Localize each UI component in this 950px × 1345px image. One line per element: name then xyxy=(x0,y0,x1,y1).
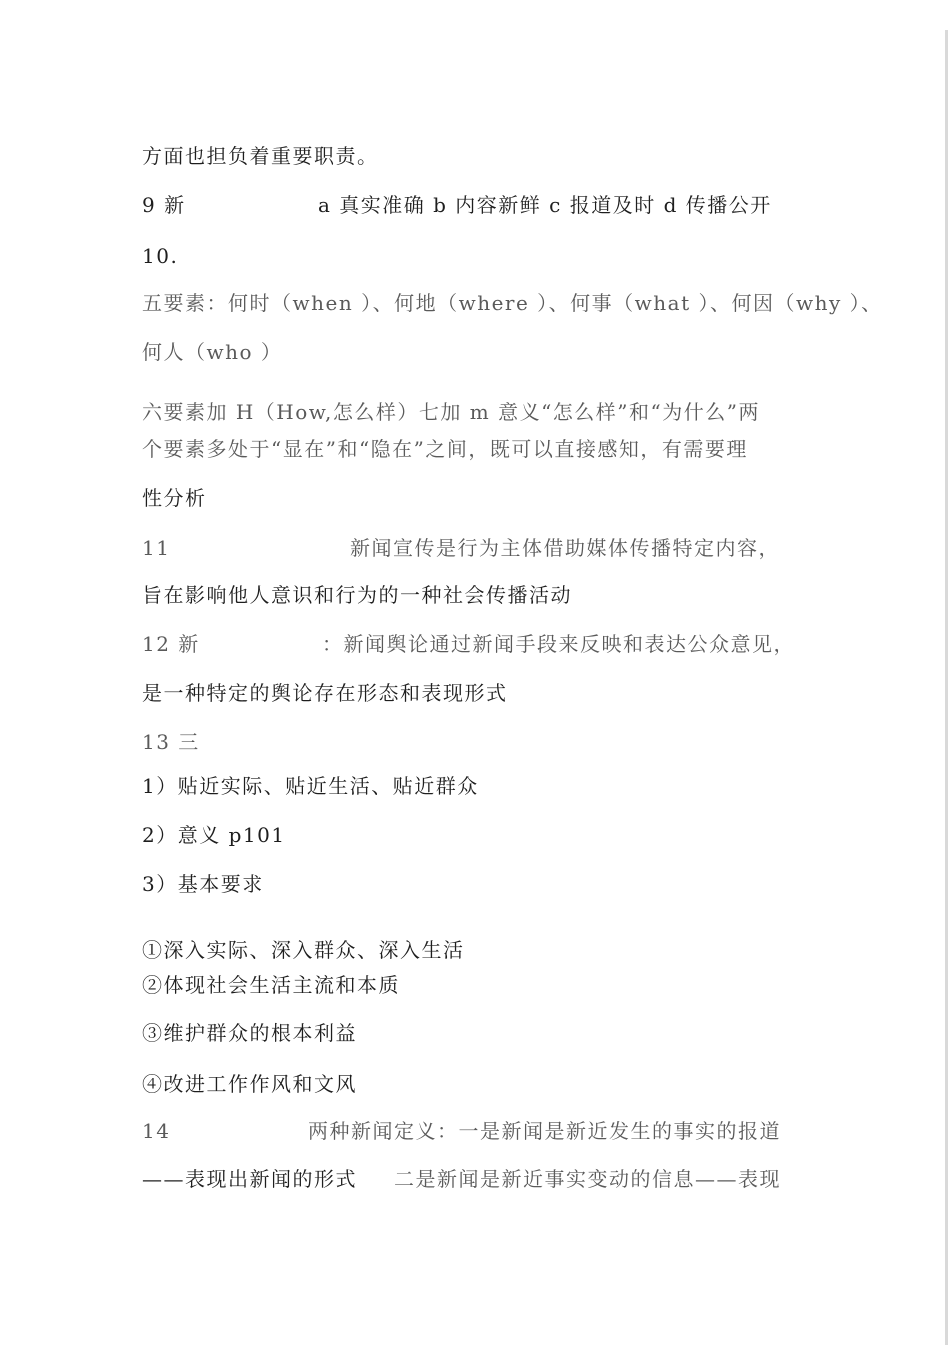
item-number: 14 xyxy=(142,1119,171,1143)
text-line: 何人（who ） xyxy=(142,340,283,364)
list-item: ④改进工作作风和文风 xyxy=(142,1072,357,1096)
item-number: 12 新 xyxy=(142,632,200,656)
item-text: a 真实准确 b 内容新鲜 c 报道及时 d 传播公开 xyxy=(318,193,772,217)
text-line: 五要素：何时（when ）、何地（where ）、何事（what ）、何因（why ）、 xyxy=(142,291,883,315)
item-text: 两种新闻定义：一是新闻是新近发生的事实的报道 xyxy=(308,1119,781,1143)
page-edge-shadow xyxy=(945,30,948,1345)
item-text: ：新闻舆论通过新闻手段来反映和表达公众意见， xyxy=(322,632,795,656)
list-item: ②体现社会生活主流和本质 xyxy=(142,973,400,997)
list-item: 2）意义 p101 xyxy=(142,823,286,847)
text-segment: 二是新闻是新近事实变动的信息——表现 xyxy=(394,1167,781,1191)
text-line: 是一种特定的舆论存在形态和表现形式 xyxy=(142,681,508,705)
text-segment: ——表现出新闻的形式 xyxy=(142,1167,357,1191)
item-10: 10. xyxy=(142,244,179,268)
list-item: ③维护群众的根本利益 xyxy=(142,1021,357,1045)
list-item: 1）贴近实际、贴近生活、贴近群众 xyxy=(142,774,479,798)
item-number: 11 xyxy=(142,536,171,560)
item-13: 13 三 xyxy=(142,730,200,754)
text-line: 旨在影响他人意识和行为的一种社会传播活动 xyxy=(142,583,572,607)
text-line: 个要素多处于“显在”和“隐在”之间，既可以直接感知，有需要理 xyxy=(142,437,748,461)
list-item: ①深入实际、深入群众、深入生活 xyxy=(142,938,465,962)
text-line: 六要素加 H（How,怎么样）七加 m 意义“怎么样”和“为什么”两 xyxy=(142,400,760,424)
item-text: 新闻宣传是行为主体借助媒体传播特定内容， xyxy=(350,536,780,560)
item-number: 9 新 xyxy=(142,193,186,217)
list-item: 3）基本要求 xyxy=(142,872,264,896)
text-line: 方面也担负着重要职责。 xyxy=(142,144,379,168)
text-line: 性分析 xyxy=(142,486,207,510)
